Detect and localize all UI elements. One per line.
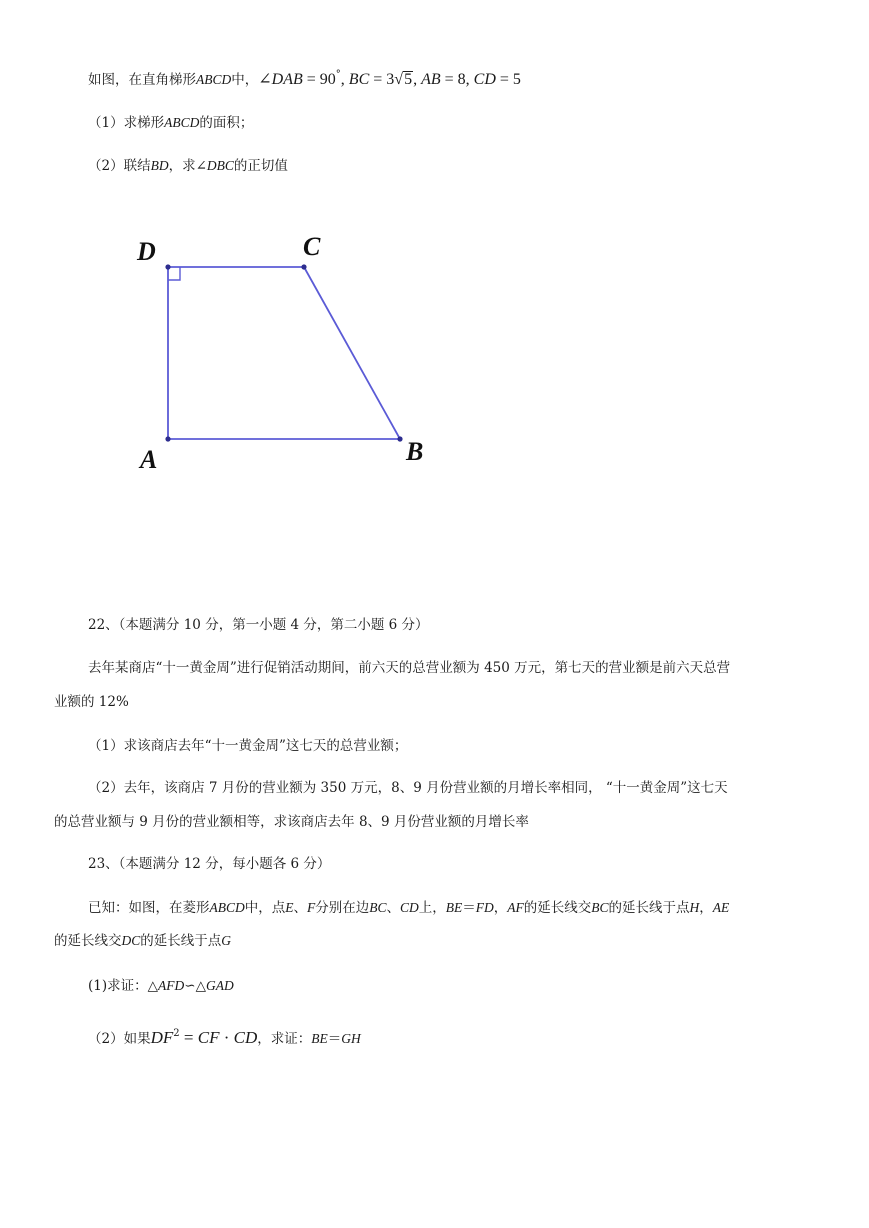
q23-s2-a: 的延长线交 [54,933,122,949]
q23-p2-a: （2）如果 [88,1031,151,1047]
cd-name: CD [473,71,496,88]
q23-s1-b: ABCD [209,900,245,915]
q21-part1-name: ABCD [164,115,200,130]
q23-part2 [88,1025,361,1048]
q23-s1-s: 的延长线于点 [608,900,690,916]
ab-name: AB [421,71,441,88]
degree-sign: ° [335,69,341,80]
q23-s1-h: BC [369,900,387,915]
label-d: D [137,237,156,266]
separator-2: , [413,71,422,88]
q23-p2-df: DF [150,1028,174,1047]
q23-s1-q: 的延长线交 [523,900,592,916]
q23-s1-r: BC [591,900,609,915]
q23-s1-u: ， [699,900,713,916]
point-a [165,436,170,441]
ab-value: = 8, [440,71,474,88]
q22-part1: （1）求该商店去年“十一黄金周”这七天的总营业额； [88,738,408,754]
q23-p2-cd: CD [233,1028,258,1047]
q21-intro [88,66,521,89]
bc-name: BC [348,71,370,88]
q23-s1-f: F [307,900,316,915]
bc-equals: = 3 [369,71,395,88]
q23-stem-line2 [54,932,231,950]
q23-p1-a: (1)求证：△ [88,978,159,994]
right-angle-marker [168,267,180,280]
q23-p1-c: ∽△ [184,978,206,994]
q23-s1-p: AF [507,900,524,915]
q23-s1-n: FD [475,900,494,915]
q21-part1-text: （1）求梯形 [88,115,165,131]
q23-part1 [88,977,234,995]
q23-header: 23、（本题满分 12 分，每小题各 6 分） [88,856,331,872]
q23-p2-b: ，求证： [257,1031,312,1047]
edge-cb [304,267,400,439]
q23-p2-e: GH [341,1031,361,1046]
q22-stem-line1: 去年某商店“十一黄金周”进行促销活动期间，前六天的总营业额为 450 万元，第七天的营业额是前六天总营 [88,660,731,676]
point-b [397,436,402,441]
q23-s1-m: ＝ [462,900,476,916]
q23-s1-l: BE [445,900,463,915]
q21-part1-post: 的面积； [199,115,254,131]
q23-p2-d: ＝ [327,1031,342,1047]
q23-p2-equals: = [179,1028,198,1047]
cd-value: = 5 [495,71,521,88]
sqrt-sign: √ [394,71,404,88]
q23-s1-v: AE [712,900,730,915]
q22-part2-line1: （2）去年，该商店 7 月份的营业额为 350 万元，8、9 月份营业额的月增长率相同， “十一黄金周”这七天 [88,780,728,796]
q23-s1-g: 分别在边 [315,900,370,916]
q22-header: 22、（本题满分 10 分，第一小题 4 分，第二小题 6 分） [88,617,429,633]
q23-p2-dot: · [219,1028,234,1047]
q21-part2-bd: BD [150,158,169,173]
bc-radicand: 5 [404,71,413,88]
q23-s1-k: 上， [418,900,446,916]
q23-s1-e: 、 [293,900,307,916]
q23-p1-b: AFD [158,978,185,993]
q23-s1-i: 、 [386,900,401,916]
q23-p2-cf: CF [197,1028,220,1047]
separator-1: , [340,71,349,88]
q21-intro-text: 如图，在直角梯形 [88,72,196,88]
q23-p2-square: 2 [173,1028,180,1039]
point-c [301,264,306,269]
q23-s1-o: ， [493,900,508,916]
q23-s1-j: CD [400,900,419,915]
q23-s1-t: H [689,900,700,915]
trapezoid-name: ABCD [196,72,232,87]
label-c: C [303,232,321,261]
trapezoid-figure [125,222,445,482]
q23-s2-b: DC [121,933,141,948]
q23-s1-d: E [285,900,294,915]
q22-stem-line2: 业额的 12% [54,694,129,710]
angle-equals: = 90 [302,71,336,88]
q23-p2-c: BE [311,1031,328,1046]
q21-part2-post: 的正切值 [233,158,288,174]
angle-dab: DAB [271,71,303,88]
q21-part2-text: （2）联结 [88,158,151,174]
q23-s1-c: 中，点 [244,900,286,916]
angle-symbol: ∠ [258,71,272,88]
q21-part1 [88,114,253,132]
label-b: B [406,437,424,466]
q21-part2-angle: DBC [206,158,234,173]
q23-s2-d: G [221,933,232,948]
q21-part2 [88,157,288,175]
q22-part2-line2: 的总营业额与 9 月份的营业额相等，求该商店去年 8、9 月份营业额的月增长率 [54,814,529,830]
label-a: A [140,445,158,474]
q23-s2-c: 的延长线于点 [140,933,222,949]
q23-s1-a: 已知：如图，在菱形 [88,900,210,916]
point-d [165,264,170,269]
q23-stem-line1 [88,899,729,917]
q23-p1-d: GAD [205,978,234,993]
q21-part2-mid: ，求∠ [168,158,207,174]
q21-intro-mid: 中， [231,72,259,88]
